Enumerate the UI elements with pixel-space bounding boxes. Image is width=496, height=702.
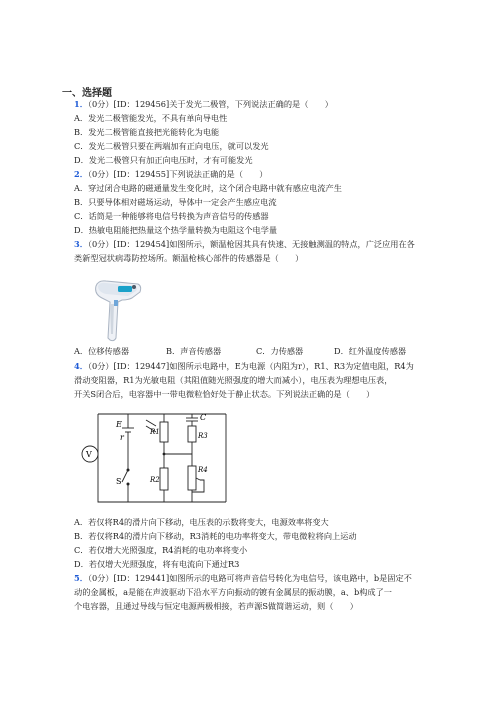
question-4-line-2: 滑动变阻器，R1为光敏电阻（其阻值随光照强度的增大而减小），电压表为理想电压表， [74, 375, 393, 385]
question-5-line-3: 个电容器，且通过导线与恒定电源两极相接，若声源S做简谐运动，则（ ） [74, 601, 358, 611]
q3-option-b: B．声音传感器 [166, 346, 222, 356]
q1-option-b: B．发光二极管能直接把光能转化为电能 [74, 127, 220, 137]
q4-option-c: C．若仅增大光照强度，R4消耗的电功率将变小 [74, 545, 248, 555]
label-r4: R4 [198, 466, 208, 474]
label-r: r [120, 433, 124, 442]
question-5-line-2: 动的金属板，a是能在声波驱动下沿水平方向振动的镀有金属层的振动膜，a、b构成了一 [74, 587, 392, 597]
voltmeter-label: V [86, 450, 92, 459]
label-r2: R2 [150, 476, 160, 484]
question-3-head-cont: 类新型冠状病毒防控场所。额温枪核心部件的传感器是（ ） [74, 253, 304, 263]
q2-option-c: C．话筒是一种能够将电信号转换为声音信号的传感器 [74, 211, 269, 221]
q2-option-d: D．热敏电阻能把热量这个热学量转换为电阻这个电学量 [74, 225, 278, 235]
q4-option-a: A．若仅将R4的滑片向下移动，电压表的示数将变大，电源效率将变大 [74, 517, 329, 527]
label-c: C [200, 413, 207, 422]
q2-option-b: B．只要导体相对磁场运动，导体中一定会产生感应电流 [74, 197, 277, 207]
label-r1: R1 [150, 428, 160, 436]
question-3-head: 3．（0分）[ID：129454]如图所示，额温枪因其具有快速、无接触测温的特点，广泛应用在各 [74, 239, 415, 249]
question-4-line-3: 开关S闭合后，电容器中一带电微粒恰好处于静止状态。下列说法正确的是（ ） [74, 389, 375, 399]
q1-option-d: D．发光二极管只有加正向电压时，才有可能发光 [74, 155, 253, 165]
label-e: E [116, 420, 122, 429]
section-title: 一、选择题 [62, 88, 112, 99]
label-r3: R3 [198, 432, 208, 440]
q4-option-d: D．若仅增大光照强度，将有电流向下通过R3 [74, 559, 240, 569]
q3-option-a: A．位移传感器 [74, 346, 130, 356]
question-number: 1． [74, 99, 88, 109]
question-number: 2． [74, 169, 88, 179]
display-icon [118, 286, 132, 292]
q2-option-a: A．穿过闭合电路的磁通量发生变化时，这个闭合电路中就有感应电流产生 [74, 183, 342, 193]
question-5-line-1: 5．（0分）[ID：129441]如图所示的电路可将声音信号转化为电信号，该电路中，b是固定不 [74, 573, 412, 583]
q1-option-c: C．发光二极管只要在两端加有正向电压，就可以发光 [74, 141, 269, 151]
question-number: 4． [74, 361, 88, 371]
question-number: 5． [74, 573, 88, 583]
label-s: S [116, 477, 122, 486]
question-4-line-1: 4．（0分）[ID：129447]如图所示电路中，E为电源（内阻为r），R1、R3为定值电阻，R4为 [74, 361, 414, 371]
q1-option-a: A．发光二极管能发光，不具有单向导电性 [74, 113, 228, 123]
q3-option-c: C．力传感器 [256, 346, 304, 356]
question-2-head: 2．（0分）[ID：129455]下列说法正确的是（ ） [74, 169, 268, 179]
q3-option-d: D．红外温度传感器 [334, 346, 407, 356]
thermometer-gun-image [92, 278, 144, 344]
question-number: 3． [74, 239, 88, 249]
question-1-head: 1．（0分）[ID：129456]关于发光二极管，下列说法正确的是（ ） [74, 99, 333, 109]
q4-option-b: B．若仅将R4的滑片向下移动，R3消耗的电功率将变大，带电微粒将向上运动 [74, 531, 357, 541]
circuit-diagram [76, 406, 256, 510]
